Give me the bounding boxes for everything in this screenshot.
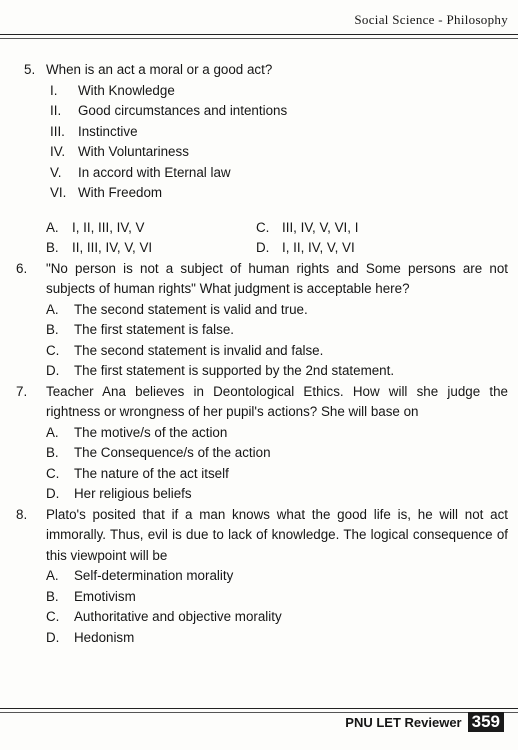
header-rule-thin xyxy=(0,38,518,39)
answer-choice: B. II, III, IV, V, VI xyxy=(46,240,153,255)
roman-item: II. Good circumstances and intentions xyxy=(50,103,288,118)
roman-item-list xyxy=(0,81,518,204)
question-number: 8. xyxy=(16,506,28,522)
question-stem: Teacher Ana believes in Deontological Ethics. How will she judge the rightness or wrongness of her pupil's actions? She will base on xyxy=(46,383,508,419)
answer-option: B. The Consequence/s of the action xyxy=(46,445,271,460)
roman-item: V. In accord with Eternal law xyxy=(50,164,231,180)
roman-item: VI. With Freedom xyxy=(50,185,163,200)
answer-option: A. The motive/s of the action xyxy=(46,424,228,440)
roman-item: III. Instinctive xyxy=(50,123,138,139)
roman-item: IV. With Voluntariness xyxy=(50,144,189,159)
roman-item: I. With Knowledge xyxy=(50,82,175,98)
question-8 xyxy=(0,505,518,649)
question-list xyxy=(0,60,518,648)
answer-option: C. The nature of the act itself xyxy=(46,465,229,481)
question-5 xyxy=(0,60,518,81)
footer-rule xyxy=(0,708,518,709)
running-header: Social Science - Philosophy xyxy=(354,12,508,27)
answer-option: A. The second statement is valid and true. xyxy=(46,301,308,317)
question-number: 7. xyxy=(16,383,28,399)
question-stem: Plato's posited that if a man knows what the good life is, he will not act immorally. Thus, evil is due to lack of knowledge. The logical consequence of this viewpoint will be xyxy=(46,506,508,563)
question-number: 6. xyxy=(16,260,28,276)
answer-option: D. Hedonism xyxy=(46,629,135,645)
footer-label: PNU LET Reviewer xyxy=(345,714,462,730)
answer-option: D. The first statement is supported by the 2nd statement. xyxy=(46,363,395,378)
answer-choices-grid xyxy=(0,218,518,259)
answer-option: B. Emotivism xyxy=(46,588,136,604)
question-6 xyxy=(0,259,518,382)
answer-option: B. The first statement is false. xyxy=(46,322,235,337)
question-stem: "No person is not a subject of human rights and Some persons are not subjects of human rights" What judgment is acceptable here? xyxy=(46,260,508,296)
answer-option: D. Her religious beliefs xyxy=(46,486,192,501)
answer-option: A. Self-determination morality xyxy=(46,568,234,583)
answer-choice: D. I, II, IV, V, VI xyxy=(256,240,355,255)
page-footer xyxy=(345,712,504,732)
page-number: 359 xyxy=(468,712,504,732)
answer-choice: C. III, IV, V, VI, I xyxy=(256,219,359,235)
answer-choice: A. I, II, III, IV, V xyxy=(46,219,145,235)
question-7 xyxy=(0,382,518,505)
question-number: 5. xyxy=(24,62,36,77)
question-stem: When is an act a moral or a good act? xyxy=(46,62,273,77)
header-rule xyxy=(0,34,518,35)
answer-option: C. Authoritative and objective morality xyxy=(46,609,282,624)
answer-option: C. The second statement is invalid and false. xyxy=(46,342,324,358)
